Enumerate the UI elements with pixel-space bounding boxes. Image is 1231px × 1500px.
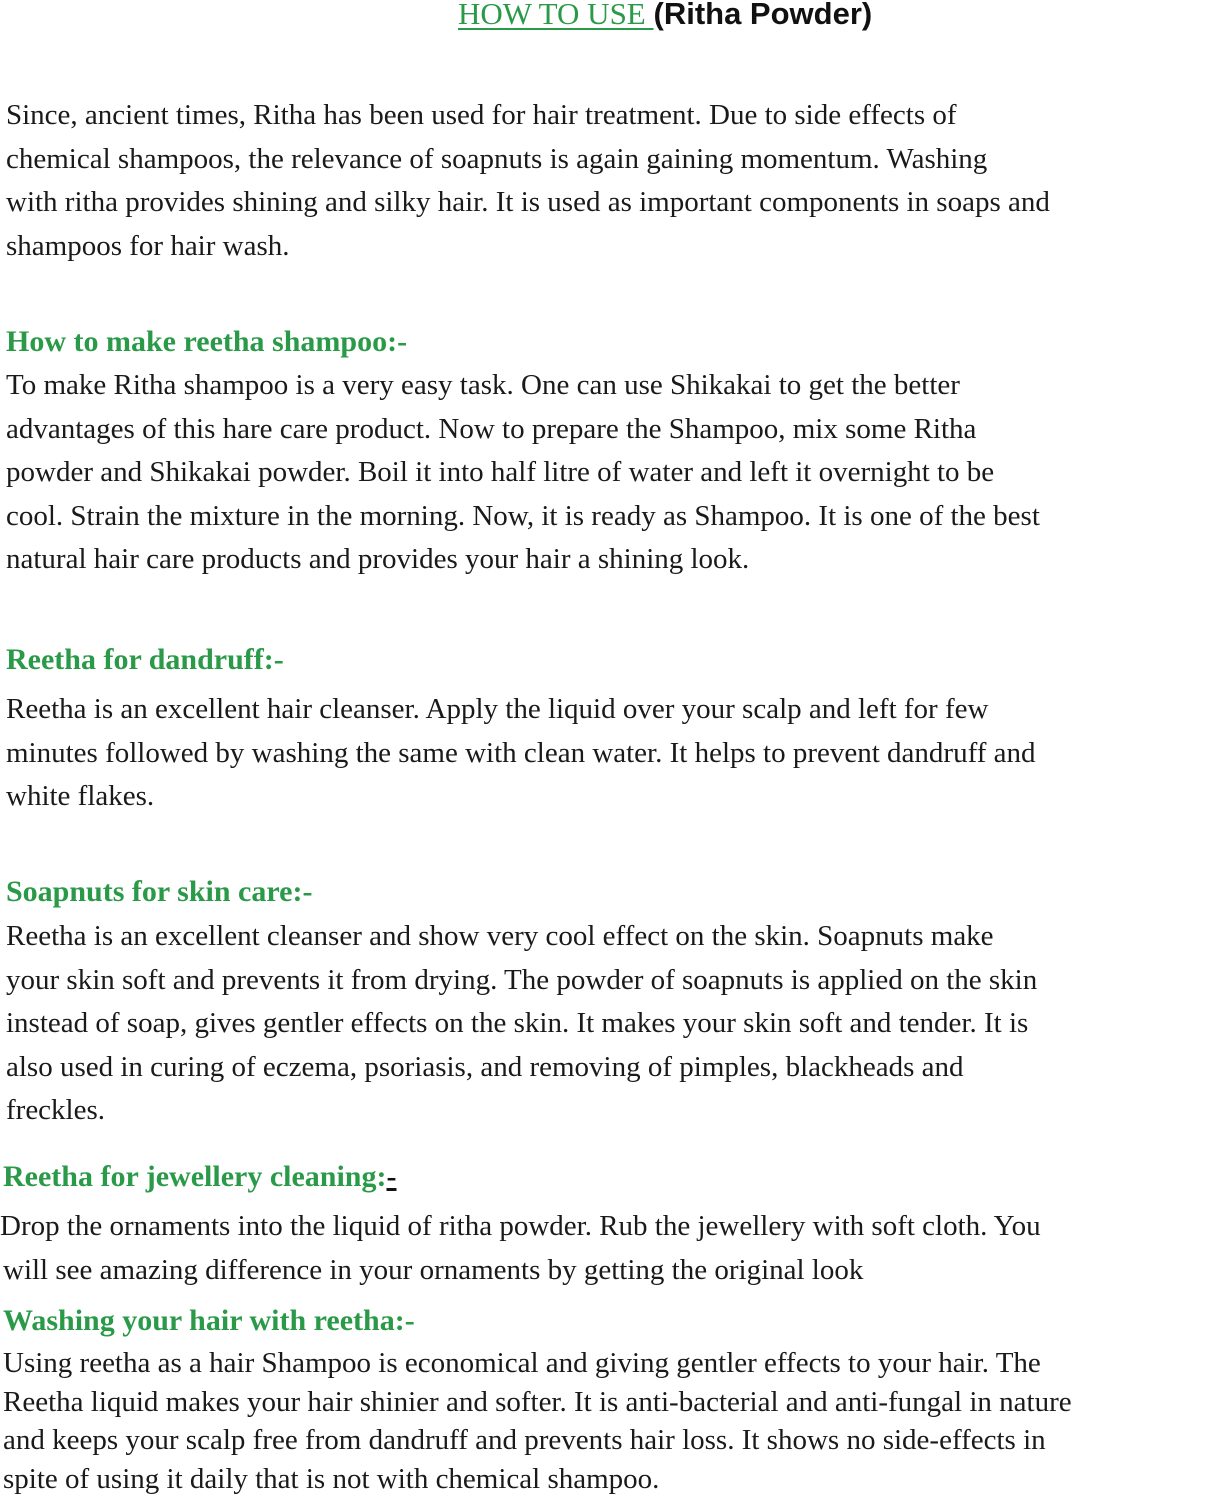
page-title — [458, 0, 872, 32]
text-line: Reetha is an excellent hair cleanser. Apply the liquid over your scalp and left for few — [6, 693, 989, 725]
text-line: minutes followed by washing the same with clean water. It helps to prevent dandruff and — [6, 736, 1036, 769]
title-product: (Ritha Powder) — [653, 0, 873, 31]
paragraph-jewellery — [0, 1205, 1041, 1292]
text-line: and keeps your scalp free from dandruff and prevents hair loss. It shows no side-effects in — [3, 1424, 1046, 1456]
text-line: advantages of this hare care product. Now to prepare the Shampoo, mix some Ritha — [6, 412, 977, 445]
text-line: Reetha is an excellent cleanser and show very cool effect on the skin. Soapnuts make — [6, 920, 994, 952]
text-line: Using reetha as a hair Shampoo is economical and giving gentler effects to your hair. The — [3, 1347, 1041, 1379]
text-line: white flakes. — [6, 780, 155, 812]
text-line: freckles. — [6, 1094, 106, 1126]
text-line: your skin soft and prevents it from drying. The powder of soapnuts is applied on the skin — [6, 963, 1038, 996]
heading-skin-care: Soapnuts for skin care:- — [6, 875, 313, 908]
text-line: instead of soap, gives gentler effects on the skin. It makes your skin soft and tender. It is — [6, 1007, 1029, 1039]
text-line: Drop the ornaments into the liquid of ritha powder. Rub the jewellery with soft cloth. You — [0, 1210, 1041, 1242]
heading-jewellery-dash: - — [386, 1160, 397, 1193]
text-line: also used in curing of eczema, psoriasis, and removing of pimples, blackheads and — [6, 1050, 964, 1083]
heading-jewellery — [3, 1155, 396, 1199]
heading-shampoo: How to make reetha shampoo:- — [6, 325, 408, 358]
heading-washing-hair: Washing your hair with reetha:- — [3, 1304, 415, 1337]
text-line: with ritha provides shining and silky hair. It is used as important components in soaps and — [6, 186, 1050, 218]
text-line: spite of using it daily that is not with chemical shampoo. — [3, 1462, 660, 1495]
heading-jewellery-text: Reetha for jewellery cleaning: — [3, 1160, 387, 1193]
text-line: chemical shampoos, the relevance of soapnuts is again gaining momentum. Washing — [6, 142, 988, 175]
paragraph-washing-hair — [3, 1344, 1072, 1498]
text-line: will see amazing difference in your ornaments by getting the original look — [3, 1253, 864, 1286]
intro-paragraph — [6, 94, 1050, 268]
text-line: Since, ancient times, Ritha has been used for hair treatment. Due to side effects of — [6, 99, 957, 131]
paragraph-skin-care — [6, 915, 1037, 1133]
title-how-to-use: HOW TO USE — [458, 0, 654, 31]
text-line: powder and Shikakai powder. Boil it into half litre of water and left it overnight to be — [6, 456, 995, 488]
heading-dandruff: Reetha for dandruff:- — [6, 643, 284, 676]
paragraph-shampoo — [6, 364, 1040, 582]
paragraph-dandruff — [6, 688, 1036, 819]
text-line: natural hair care products and provides your hair a shining look. — [6, 543, 750, 575]
text-line: shampoos for hair wash. — [6, 229, 290, 262]
text-line: Reetha liquid makes your hair shinier and softer. It is anti-bacterial and anti-fungal in nature — [3, 1385, 1072, 1418]
text-line: cool. Strain the mixture in the morning. Now, it is ready as Shampoo. It is one of the best — [6, 499, 1040, 532]
text-line: To make Ritha shampoo is a very easy task. One can use Shikakai to get the better — [6, 369, 960, 401]
